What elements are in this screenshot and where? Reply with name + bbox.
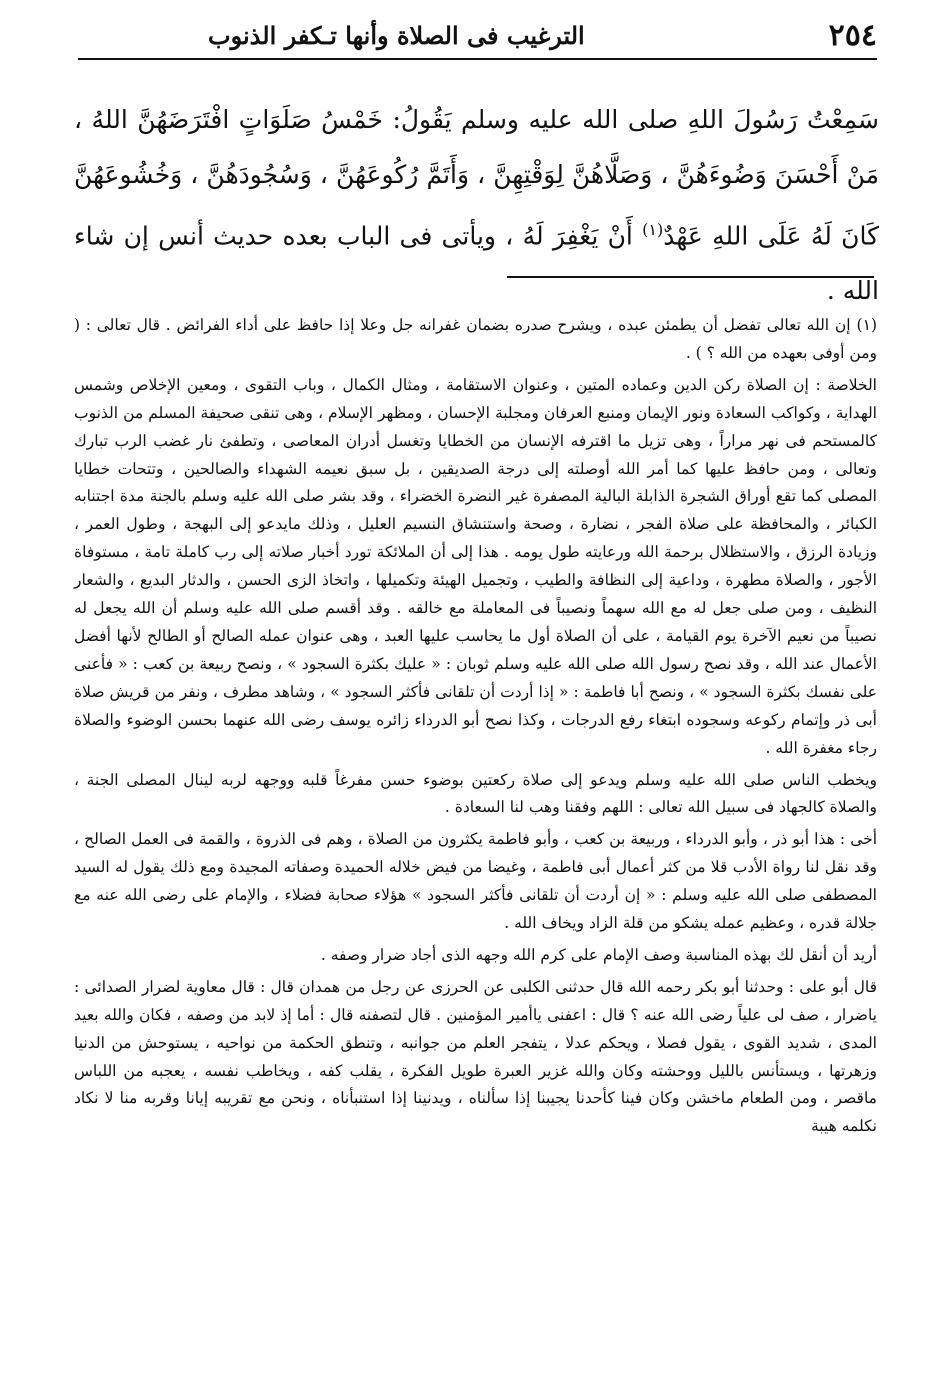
hadith-part-2: أَنْ يَغْفِرَ لَهُ ، ويأتى فى الباب بعده حديث أنس إن شاء الله . bbox=[74, 221, 879, 306]
footnote-number: (١) bbox=[856, 316, 877, 334]
chapter-title: الترغيب فى الصلاة وأنها تـكفر الذنوب bbox=[208, 20, 585, 50]
footnote-divider bbox=[507, 276, 874, 278]
page-header bbox=[78, 12, 877, 60]
paragraph-brother: أخى : هذا أبو ذر ، وأبو الدرداء ، وربيعة بن كعب ، وأبو فاطمة يكثرون من الصلاة ، وهم فى الذروة ، والقمة فى العمل الصالح ، وقد نقل لنا رواة الأدب قلا من كثر أعمال أبى فاطمة ، وغيضا من فيض خلاله الحميدة وصفاته المجيدة ومع ذلك يقول له السيد المصطفى صلى الله عليه وسلم : « إن أردت أن تلقانى فأكثر السجود » هؤلاء صحابة فضلاء ، والإمام على رضى الله عنه مع جلالة قدره ، وعظيم عمله يشكو من قلة الزاد ويخاف الله . bbox=[74, 830, 877, 933]
footnotes-section bbox=[74, 312, 877, 1141]
footnote-marker: (١) bbox=[642, 220, 664, 239]
paragraph-conclusion: الخلاصة : إن الصلاة ركن الدين وعماده المتين ، وعنوان الاستقامة ، ومثال الكمال ، وباب التقوى ، ومعين الإخلاص وشمس الهداية ، وكواكب السعادة ونور الإيمان ومنبع العرفان ومجلبة الإحسان ، ومظهر الإسلام ، وهى تنقى صحيفة المسلم من الذنوب كالمستحم فى نهر مراراً ، وهى تزيل ما اقترفه الإنسان من الخطايا وتغسل أدران المعاصى ، وتطفئ نار غضب الرب تبارك وتعالى ، ومن حافظ عليها كما أمر الله أوصلته إلى درجة الصديقين ، بل سبق نعيمه الشهداء والصالحين ، وتتحات خطايا المصلى كما تقع أوراق الشجرة الذابلة البالية المصفرة غير النضرة الخضراء ، وقد بشر صلى الله عليه وسلم بالجنة مدة اجتنابه الكبائر ، والمحافظة على صلاة الفجر ، نضارة ، وصحة واستنشاق النسيم العليل ، وذلك مايدعو إلى البهجة ، وطول العمر ، وزيادة الرزق ، والاستظلال برحمة الله ورعايته طول يومه . هذا إلى أن الملائكة تورد أخبار صلاته إلى رب كاملة تامة ، مستوفاة الأجور ، والصلاة مطهرة ، وداعية إلى النظافة والطيب ، وتجميل الهيئة وتكميلها ، واتخاذ الزى الحسن ، والدثار البديع ، والشعار النظيف ، ومن صلى جعل له مع الله سهماً ونصيباً فى المعاملة مع خالقه . وقد أقسم صلى الله عليه وسلم أن الله يجعل له نصيباً من نعيم الآخرة يوم القيامة ، على أن الصلاة أول ما يحاسب عليها العبد ، وهى عنوان عمله الصالح أو الطالح لأنها أفضل الأعمال عند الله ، وقد نصح رسول الله صلى الله عليه وسلم ثوبان : « عليك بكثرة السجود » ، ونصح ربيعة بن كعب : « فأعنى على نفسك بكثرة السجود » ، ونصح أبا فاطمة : « إذا أردت أن تلقانى فأكثر السجود » ، وشاهد مطرف ، ونفر من قريش صلاة أبى ذر وإتمام ركوعه وسجوده ابتغاء رفع الدرجات ، وكذا نصح أبو الدرداء زائره يوسف رضى الله عنهما بحسن الوضوء والصلاة رجاء مغفرة الله . bbox=[74, 375, 877, 757]
footnote-1 bbox=[74, 312, 877, 368]
footnote-1-text: إن الله تعالى تفضل أن يطمئن عبده ، ويشرح صدره بضمان غفرانه جل وعلا إذا حافظ على أداء الفرائض . قال تعالى : ( ومن أوفى بعهده من الله ؟ ) . bbox=[74, 316, 877, 362]
paragraph-imam: أريد أن أنقل لك بهذه المناسبة وصف الإمام على كرم الله وجهه الذى أجاد ضرار وصفه . bbox=[320, 945, 877, 964]
page-number: ٢٥٤ bbox=[828, 17, 877, 53]
paragraph-narration: قال أبو على : وحدثنا أبو بكر رحمه الله قال حدثنى الكلبى عن الحرزى عن رجل من همدان قال : قال معاوية لضرار الصدائى : ياضرار ، صف لى علياً رضى الله عنه ؟ قال : اعفنى ياأمير المؤمنين . قال لتصفنه قال : أما إذ لابد من وصفه ، فكان والله بعيد المدى ، شديد القوى ، يقول فصلا ، ويحكم عدلا ، يتفجر العلم من جوانبه ، وتنطق الحكمة من نواحيه ، يستوحش من الدنيا وزهرتها ، ويستأنس بالليل ووحشته وكان والله غزير العبرة طويل الفكرة ، يقلب كفه ، ويخاطب نفسه ، يعجبه من اللباس ماقصر ، ومن الطعام ماخشن وكان فينا كأحدنا يجيبنا إذا سألناه ، ويدنينا إذا استنبأناه ، ونحن مع تقريبه إيانا وقربه منا لا نكاد نكلمه هيبة bbox=[74, 977, 877, 1136]
hadith-part-1: سَمِعْتُ رَسُولَ اللهِ صلى الله عليه وسلم يَقُولُ: خَمْسُ صَلَوَاتٍ افْتَرَضَهُنَّ اللهُ ، مَنْ أَحْسَنَ وَضُوءَهُنَّ ، وَصَلَّاهُنَّ لِوَقْتِهِنَّ ، وَأَتَمَّ رُكُوعَهُنَّ ، وَسُجُودَهُنَّ ، وَخُشُوعَهُنَّ كَانَ لَهُ عَلَى اللهِ عَهْدٌ bbox=[74, 105, 880, 251]
paragraph-address: ويخطب الناس صلى الله عليه وسلم ويدعو إلى صلاة ركعتين بوضوء حسن مفرغاً قلبه ووجهه لربه لينال المصلى الجنة ، والصلاة كالجهاد فى سبيل الله تعالى : اللهم وفقنا وهب لنا السعادة . bbox=[74, 770, 877, 817]
hadith-text bbox=[74, 92, 879, 318]
